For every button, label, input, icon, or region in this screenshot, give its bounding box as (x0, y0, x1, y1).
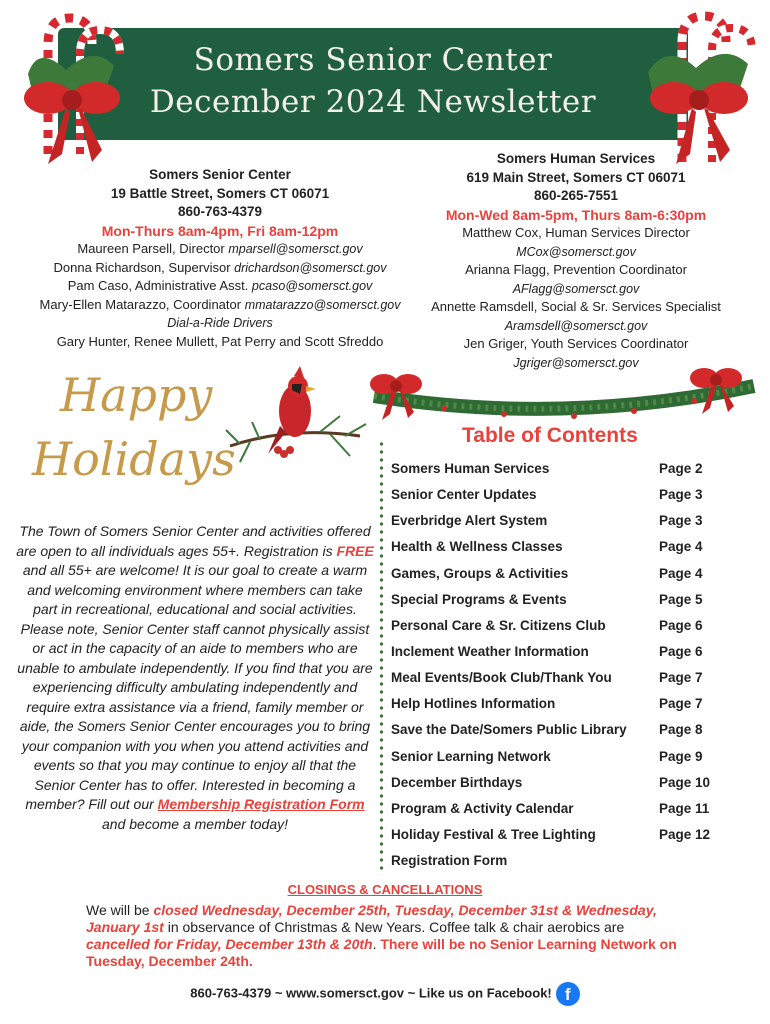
senior-center-address: 19 Battle Street, Somers CT 06071 (110, 185, 330, 201)
toc-row[interactable] (391, 773, 731, 799)
toc-item-label: Health & Wellness Classes (391, 539, 563, 555)
toc-row[interactable] (391, 537, 731, 563)
toc-item-page: Page 7 (659, 696, 703, 712)
toc-item-label: Help Hotlines Information (391, 696, 556, 712)
toc-item-label: Senior Center Updates (391, 487, 537, 503)
toc-item-label: December Birthdays (391, 774, 523, 790)
banner-title-line1: Somers Senior Center (193, 42, 553, 78)
human-services-name: Somers Human Services (496, 151, 656, 166)
staff-email[interactable]: mmatarazzo@somersct.gov (244, 297, 401, 312)
cardinal-branch-icon (220, 366, 370, 486)
human-services-contact (428, 150, 724, 372)
toc-row[interactable] (391, 485, 731, 511)
toc-item-label: Registration Form (391, 853, 508, 869)
greeting-holidays: Holidays (32, 432, 236, 486)
senior-center-hours: Mon-Thurs 8am-4pm, Fri 8am-12pm (101, 222, 339, 239)
toc-item-page: Page 7 (659, 670, 703, 686)
hs-staff-name: Arianna Flagg, Prevention Coordinator (465, 262, 687, 277)
toc-row[interactable] (391, 668, 731, 694)
senior-center-name: Somers Senior Center (149, 167, 291, 182)
toc-row[interactable] (391, 564, 731, 590)
facebook-icon[interactable]: f (556, 982, 580, 1006)
candy-cane-bow-right-decoration (632, 2, 762, 172)
toc-item-label: Games, Groups & Activities (391, 565, 569, 581)
toc-title: Table of Contents (462, 424, 638, 447)
drivers-heading: Dial-a-Ride Drivers (167, 316, 273, 330)
toc-item-label: Inclement Weather Information (391, 643, 589, 659)
toc-row[interactable] (391, 747, 731, 773)
staff-line: Donna Richardson, Supervisor drichardson@somersct.gov (53, 259, 387, 275)
toc-row[interactable] (391, 851, 731, 877)
toc-item-page: Page 5 (659, 591, 703, 607)
staff-line: Mary-Ellen Matarazzo, Coordinator mmatarazzo@somersct.gov (39, 296, 401, 312)
hs-staff-email[interactable]: Aramsdell@somersct.gov (504, 318, 648, 333)
membership-registration-link[interactable]: Membership Registration Form (157, 796, 365, 812)
toc-row[interactable] (391, 825, 731, 851)
newsletter-banner (58, 28, 688, 140)
footer (0, 982, 770, 1006)
staff-email[interactable]: pcaso@somersct.gov (251, 279, 373, 293)
drivers-list: Gary Hunter, Renee Mullett, Pat Perry and Scott Sfreddo (56, 333, 384, 349)
hs-staff-name: Matthew Cox, Human Services Director (462, 225, 690, 240)
toc-item-label: Special Programs & Events (391, 591, 567, 607)
toc-item-page: Page 6 (659, 617, 703, 633)
hs-staff-name: Jen Griger, Youth Services Coordinator (463, 336, 689, 351)
toc-item-label: Holiday Festival & Tree Lighting (391, 826, 596, 842)
senior-center-contact (20, 166, 420, 351)
candy-cane-bow-left-decoration (18, 4, 138, 174)
toc-item-label: Senior Learning Network (391, 748, 551, 764)
hs-staff-email[interactable]: Jgriger@somersct.gov (513, 355, 639, 370)
staff-email[interactable]: mparsell@somersct.gov (228, 242, 363, 256)
hs-staff-name: Annette Ramsdell, Social & Sr. Services Specialist (431, 299, 721, 314)
toc-item-label: Meal Events/Book Club/Thank You (391, 670, 612, 686)
toc-item-label: Program & Activity Calendar (391, 800, 574, 816)
toc-row[interactable] (391, 590, 731, 616)
toc-row[interactable] (391, 642, 731, 668)
toc-item-page: Page 11 (659, 800, 710, 816)
toc-item-label: Save the Date/Somers Public Library (391, 722, 627, 738)
toc-item-page: Page 10 (659, 774, 711, 790)
toc-row[interactable] (391, 720, 731, 746)
toc-item-page: Page 12 (659, 826, 711, 842)
toc-item-page: Page 4 (659, 539, 703, 555)
toc-item-label: Somers Human Services (391, 461, 550, 476)
human-services-hours: Mon-Wed 8am-5pm, Thurs 8am-6:30pm (445, 206, 707, 223)
banner-title-line2: December 2024 Newsletter (149, 84, 597, 120)
human-services-phone: 860-265-7551 (533, 188, 619, 203)
human-services-address: 619 Main Street, Somers CT 06071 (466, 169, 686, 185)
toc-row[interactable] (391, 694, 731, 720)
toc-item-page: Page 3 (659, 513, 703, 529)
toc-item-label: Personal Care & Sr. Citizens Club (391, 617, 606, 633)
closings-title: CLOSINGS & CANCELLATIONS (287, 882, 483, 897)
happy-holidays-graphic (30, 366, 370, 516)
greeting-happy: Happy (60, 368, 213, 422)
closings-text: We will be closed Wednesday, December 25th, Tuesday, December 31st & Wednesday, January 1st in observance of Christmas & New Years. Coffee talk & chair aerobics are cancelled for Friday, December 13th & 20th. There will be no Senior Learning Network on Tuesday, December 24th. (86, 902, 677, 969)
toc-item-label: Everbridge Alert System (391, 513, 548, 529)
toc-row[interactable] (391, 511, 731, 537)
staff-line: Maureen Parsell, Director mparsell@somersct.gov (77, 241, 363, 256)
senior-center-phone: 860-763-4379 (177, 204, 263, 219)
toc-row[interactable] (391, 799, 731, 825)
table-of-contents (391, 459, 731, 877)
toc-item-page: Page 9 (659, 748, 703, 764)
hs-staff-email[interactable]: AFlagg@somersct.gov (512, 281, 640, 296)
hs-staff-email[interactable]: MCox@somersct.gov (516, 244, 636, 259)
toc-item-page: Page 6 (659, 643, 703, 659)
staff-line: Pam Caso, Administrative Asst. pcaso@somersct.gov (67, 278, 373, 293)
toc-dotted-border (380, 440, 383, 872)
toc-item-page: Page 3 (659, 487, 703, 503)
free-highlight: FREE (336, 542, 374, 559)
footer-text: 860-763-4379 ~ www.somersct.gov ~ Like us on Facebook! (190, 985, 552, 1001)
toc-item-page: Page 2 (659, 461, 703, 476)
staff-email[interactable]: drichardson@somersct.gov (234, 260, 387, 275)
intro-paragraph: The Town of Somers Senior Center and activities offered are open to all individuals ages 55+. Registration is FREE and all 55+ are welcome! It is our goal to create a warm and welcoming environment where members can take part in recreational, educational and social activities. Please note, Senior Center staff cannot physically assist or act in the capacity of an aide to members who are unable to ambulate independently. If you find that you are experiencing difficulty ambulating independently and require extra assistance via a friend, family member or aide, the Somers Senior Center encourages you to bring your companion with you when you attend activities and events so that you may continue to enjoy all that the Senior Center has to offer. Interested in becoming a member? Fill out our Membership Registration Form and become a member today! (16, 523, 374, 832)
toc-item-page: Page 8 (659, 722, 703, 738)
toc-row[interactable] (391, 616, 731, 642)
toc-item-page: Page 4 (659, 565, 703, 581)
toc-row[interactable] (391, 459, 731, 485)
